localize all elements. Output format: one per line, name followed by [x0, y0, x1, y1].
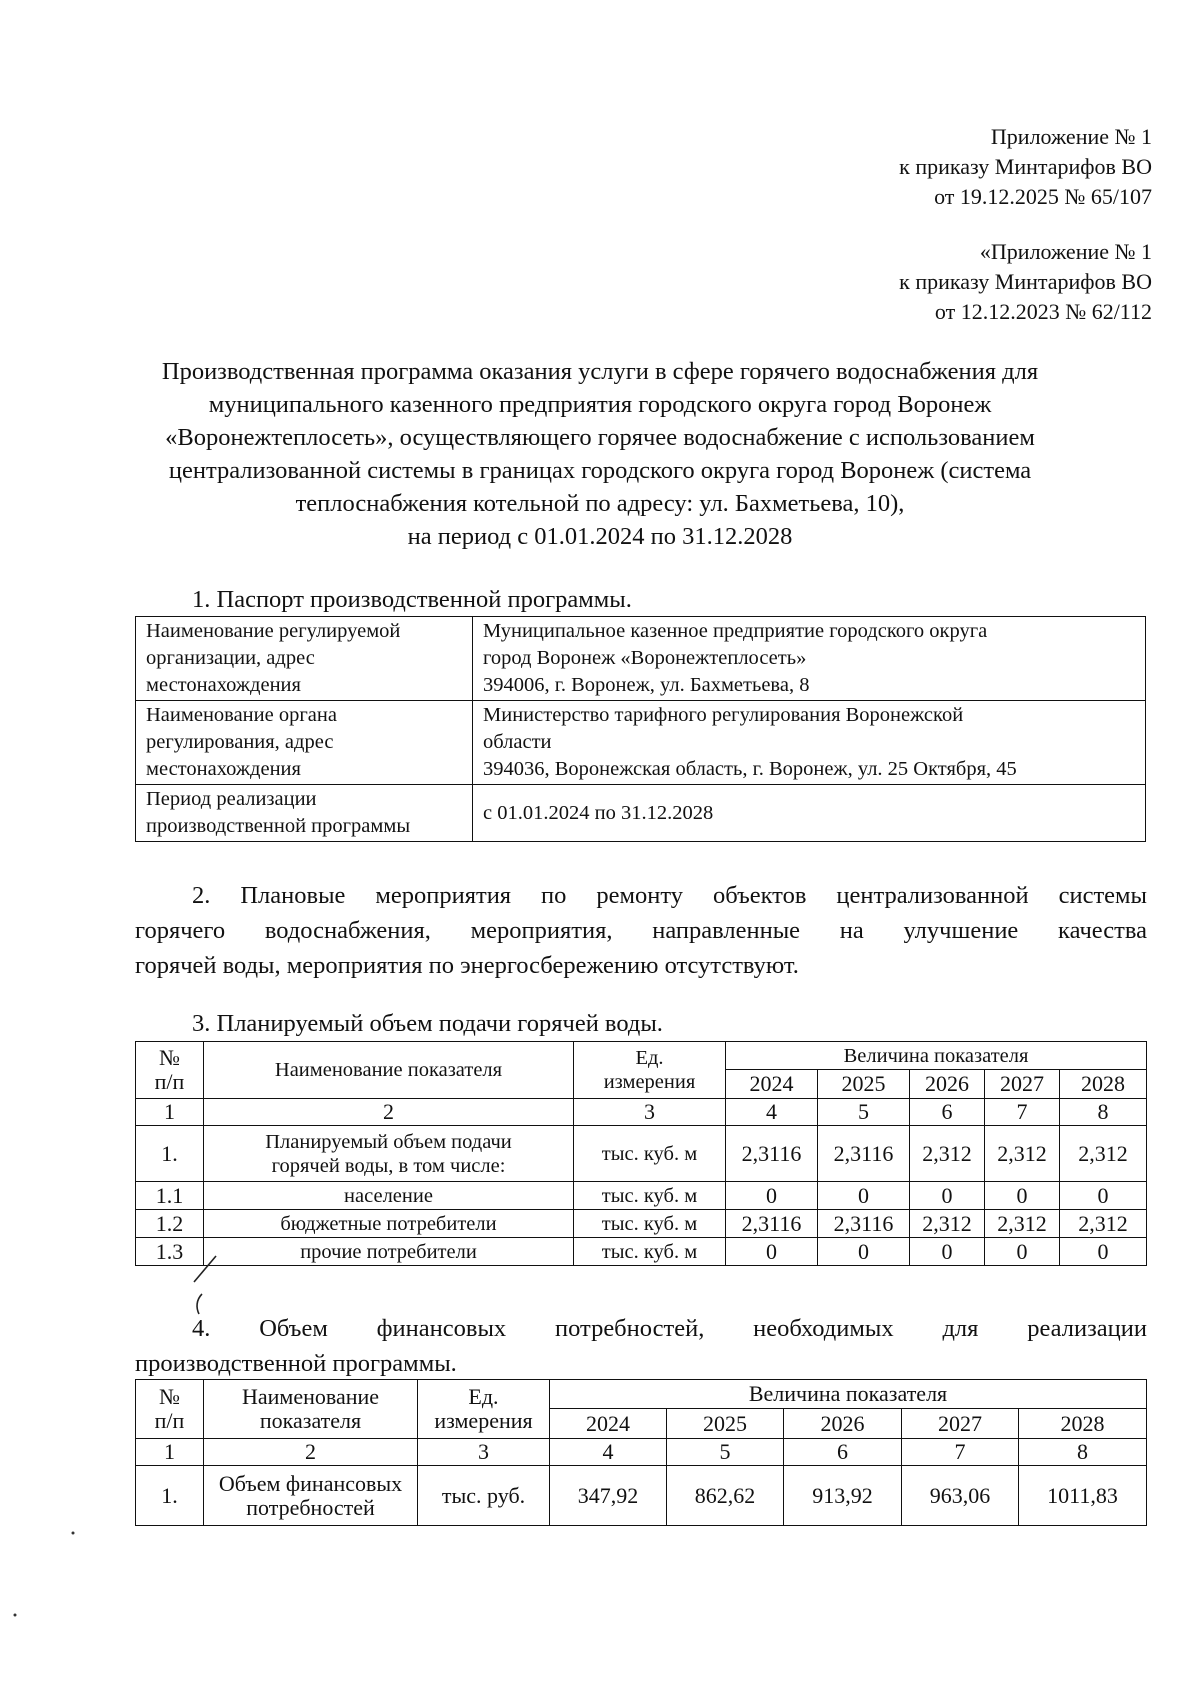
passport-label [136, 617, 473, 701]
header-text: Ед. [468, 1384, 499, 1409]
column-number: 1 [136, 1439, 204, 1466]
value-line: 394036, Воронежская область, г. Воронеж, ул. 25 Октября, 45 [483, 758, 1017, 780]
value-line: с 01.01.2024 по 31.12.2028 [483, 801, 714, 824]
title-line: на период с 01.01.2024 по 31.12.2028 [407, 523, 793, 550]
column-number: 2 [204, 1439, 418, 1466]
header-year: 2028 [1060, 1070, 1147, 1099]
title-line: муниципального казенного предприятия городского округа город Воронеж [208, 391, 992, 418]
table-row [136, 1126, 1147, 1182]
paragraph-line: горячей воды, мероприятия по энергосбережению отсутствуют. [135, 952, 799, 979]
value-line: 394006, г. Воронеж, ул. Бахметьева, 8 [483, 674, 810, 696]
label-line: Период реализации [146, 788, 317, 810]
column-number: 4 [550, 1439, 667, 1466]
document-title [120, 355, 1080, 553]
column-number: 3 [574, 1099, 726, 1126]
row-value: 2,312 [1060, 1126, 1147, 1182]
column-number: 5 [667, 1439, 784, 1466]
header-value-group: Величина показателя [550, 1380, 1147, 1409]
annex-line: к приказу Минтарифов ВО [899, 154, 1152, 179]
row-name: бюджетные потребители [204, 1210, 574, 1238]
label-line: Наименование регулируемой [146, 620, 401, 642]
row-value: 2,312 [910, 1210, 985, 1238]
row-value: 2,3116 [726, 1210, 818, 1238]
pen-mark [188, 1250, 228, 1320]
row-value: 2,312 [985, 1126, 1060, 1182]
row-num: 1. [136, 1126, 204, 1182]
row-name-line: горячей воды, в том числе: [271, 1154, 506, 1177]
header-year: 2025 [667, 1409, 784, 1439]
row-unit: тыс. руб. [418, 1466, 550, 1526]
table-header-row [136, 1042, 1147, 1070]
header-year: 2027 [985, 1070, 1060, 1099]
volume-table [135, 1041, 1147, 1266]
passport-label [136, 701, 473, 785]
header-text: измерения [603, 1071, 696, 1093]
header-unit [574, 1042, 726, 1099]
row-name [204, 1466, 418, 1526]
row-value: 0 [1060, 1238, 1147, 1266]
annex-header-current [899, 122, 1152, 212]
row-value: 2,3116 [818, 1126, 910, 1182]
row-value: 2,312 [1060, 1210, 1147, 1238]
title-line: Производственная программа оказания услуги в сфере горячего водоснабжения для [161, 358, 1039, 385]
row-value: 862,62 [667, 1466, 784, 1526]
column-number-row [136, 1439, 1147, 1466]
paragraph-line: производственной программы. [135, 1350, 457, 1377]
header-text: № [159, 1384, 180, 1409]
finance-table [135, 1379, 1147, 1526]
row-value: 347,92 [550, 1466, 667, 1526]
header-unit [418, 1380, 550, 1439]
passport-label [136, 785, 473, 842]
row-name [204, 1126, 574, 1182]
title-line: теплоснабжения котельной по адресу: ул. Бахметьева, 10), [295, 490, 905, 517]
row-value: 0 [985, 1238, 1060, 1266]
annex-line: от 19.12.2025 № 65/107 [934, 184, 1152, 209]
row-value: 0 [1060, 1182, 1147, 1210]
table-row [136, 701, 1146, 785]
header-text: показателя [259, 1408, 362, 1433]
row-value: 0 [818, 1238, 910, 1266]
label-line: регулирования, адрес [146, 731, 334, 753]
row-unit: тыс. куб. м [574, 1210, 726, 1238]
title-line: централизованной системы в границах городского округа город Воронеж (система [168, 457, 1032, 484]
header-value-group: Величина показателя [726, 1042, 1147, 1070]
paragraph-line: 2. Плановые мероприятия по ремонту объектов централизованной системы [192, 882, 1147, 909]
header-num [136, 1380, 204, 1439]
header-year: 2024 [726, 1070, 818, 1099]
header-text: измерения [434, 1408, 533, 1433]
row-value: 963,06 [902, 1466, 1019, 1526]
row-value: 1011,83 [1019, 1466, 1147, 1526]
column-number: 1 [136, 1099, 204, 1126]
header-year: 2024 [550, 1409, 667, 1439]
label-line: местонахождения [146, 674, 301, 696]
column-number: 7 [985, 1099, 1060, 1126]
row-num: 1.3 [136, 1238, 204, 1266]
title-line: «Воронежтеплосеть», осуществляющего горячее водоснабжение с использованием [165, 424, 1035, 451]
header-year: 2025 [818, 1070, 910, 1099]
column-number: 2 [204, 1099, 574, 1126]
row-value: 0 [910, 1238, 985, 1266]
row-value: 2,3116 [726, 1126, 818, 1182]
header-name: Наименование показателя [204, 1042, 574, 1099]
row-value: 2,312 [910, 1126, 985, 1182]
paragraph-line: 4. Объем финансовых потребностей, необходимых для реализации [192, 1315, 1147, 1342]
label-line: Наименование органа [146, 704, 337, 726]
header-text: № [159, 1045, 180, 1070]
row-num: 1. [136, 1466, 204, 1526]
table-row [136, 785, 1146, 842]
label-line: организации, адрес [146, 647, 315, 669]
header-year: 2028 [1019, 1409, 1147, 1439]
row-name: прочие потребители [204, 1238, 574, 1266]
section3-heading: 3. Планируемый объем подачи горячей воды. [192, 1010, 663, 1037]
row-value: 0 [818, 1182, 910, 1210]
scan-dot [12, 1612, 18, 1618]
annex-line: к приказу Минтарифов ВО [899, 269, 1152, 294]
table-row [136, 617, 1146, 701]
column-number: 6 [784, 1439, 902, 1466]
value-line: области [483, 731, 552, 753]
annex-header-previous [899, 237, 1152, 327]
annex-line: «Приложение № 1 [979, 239, 1152, 264]
value-line: Муниципальное казенное предприятие городского округа [483, 620, 988, 642]
passport-value [473, 617, 1146, 701]
header-year: 2026 [910, 1070, 985, 1099]
section1-heading: 1. Паспорт производственной программы. [192, 586, 632, 613]
column-number-row [136, 1099, 1147, 1126]
table-row [136, 1182, 1147, 1210]
column-number: 3 [418, 1439, 550, 1466]
paragraph-line: горячего водоснабжения, мероприятия, направленные на улучшение качества [135, 917, 1147, 944]
table-row [136, 1466, 1147, 1526]
value-line: Министерство тарифного регулирования Воронежской [483, 704, 964, 726]
row-value: 2,312 [985, 1210, 1060, 1238]
label-line: местонахождения [146, 758, 301, 780]
passport-value [473, 701, 1146, 785]
passport-value [473, 785, 1146, 842]
annex-line: Приложение № 1 [990, 124, 1152, 149]
label-line: производственной программы [146, 815, 411, 837]
table-row [136, 1210, 1147, 1238]
header-text: п/п [154, 1408, 185, 1433]
table-row [136, 1238, 1147, 1266]
value-line: город Воронеж «Воронежтеплосеть» [483, 647, 807, 669]
row-name-line: потребностей [246, 1494, 375, 1520]
row-unit: тыс. куб. м [574, 1126, 726, 1182]
column-number: 7 [902, 1439, 1019, 1466]
row-value: 2,3116 [818, 1210, 910, 1238]
header-year: 2026 [784, 1409, 902, 1439]
column-number: 8 [1019, 1439, 1147, 1466]
header-num [136, 1042, 204, 1099]
header-name [204, 1380, 418, 1439]
column-number: 5 [818, 1099, 910, 1126]
column-number: 8 [1060, 1099, 1147, 1126]
header-text: п/п [154, 1069, 185, 1094]
table-header-row [136, 1380, 1147, 1409]
row-num: 1.2 [136, 1210, 204, 1238]
row-value: 0 [985, 1182, 1060, 1210]
row-value: 913,92 [784, 1466, 902, 1526]
column-number: 6 [910, 1099, 985, 1126]
annex-line: от 12.12.2023 № 62/112 [934, 299, 1152, 324]
section2-paragraph [135, 878, 1147, 983]
section4-paragraph [135, 1311, 1147, 1381]
header-text: Наименование [241, 1384, 380, 1409]
passport-table [135, 616, 1146, 842]
row-name: население [204, 1182, 574, 1210]
row-value: 0 [726, 1182, 818, 1210]
row-value: 0 [910, 1182, 985, 1210]
row-value: 0 [726, 1238, 818, 1266]
row-name-line: Планируемый объем подачи [265, 1130, 512, 1153]
row-unit: тыс. куб. м [574, 1238, 726, 1266]
header-text: Ед. [635, 1047, 664, 1069]
row-name-line: Объем финансовых [218, 1470, 403, 1496]
scan-dot [70, 1530, 76, 1536]
column-number: 4 [726, 1099, 818, 1126]
header-year: 2027 [902, 1409, 1019, 1439]
row-unit: тыс. куб. м [574, 1182, 726, 1210]
row-num: 1.1 [136, 1182, 204, 1210]
